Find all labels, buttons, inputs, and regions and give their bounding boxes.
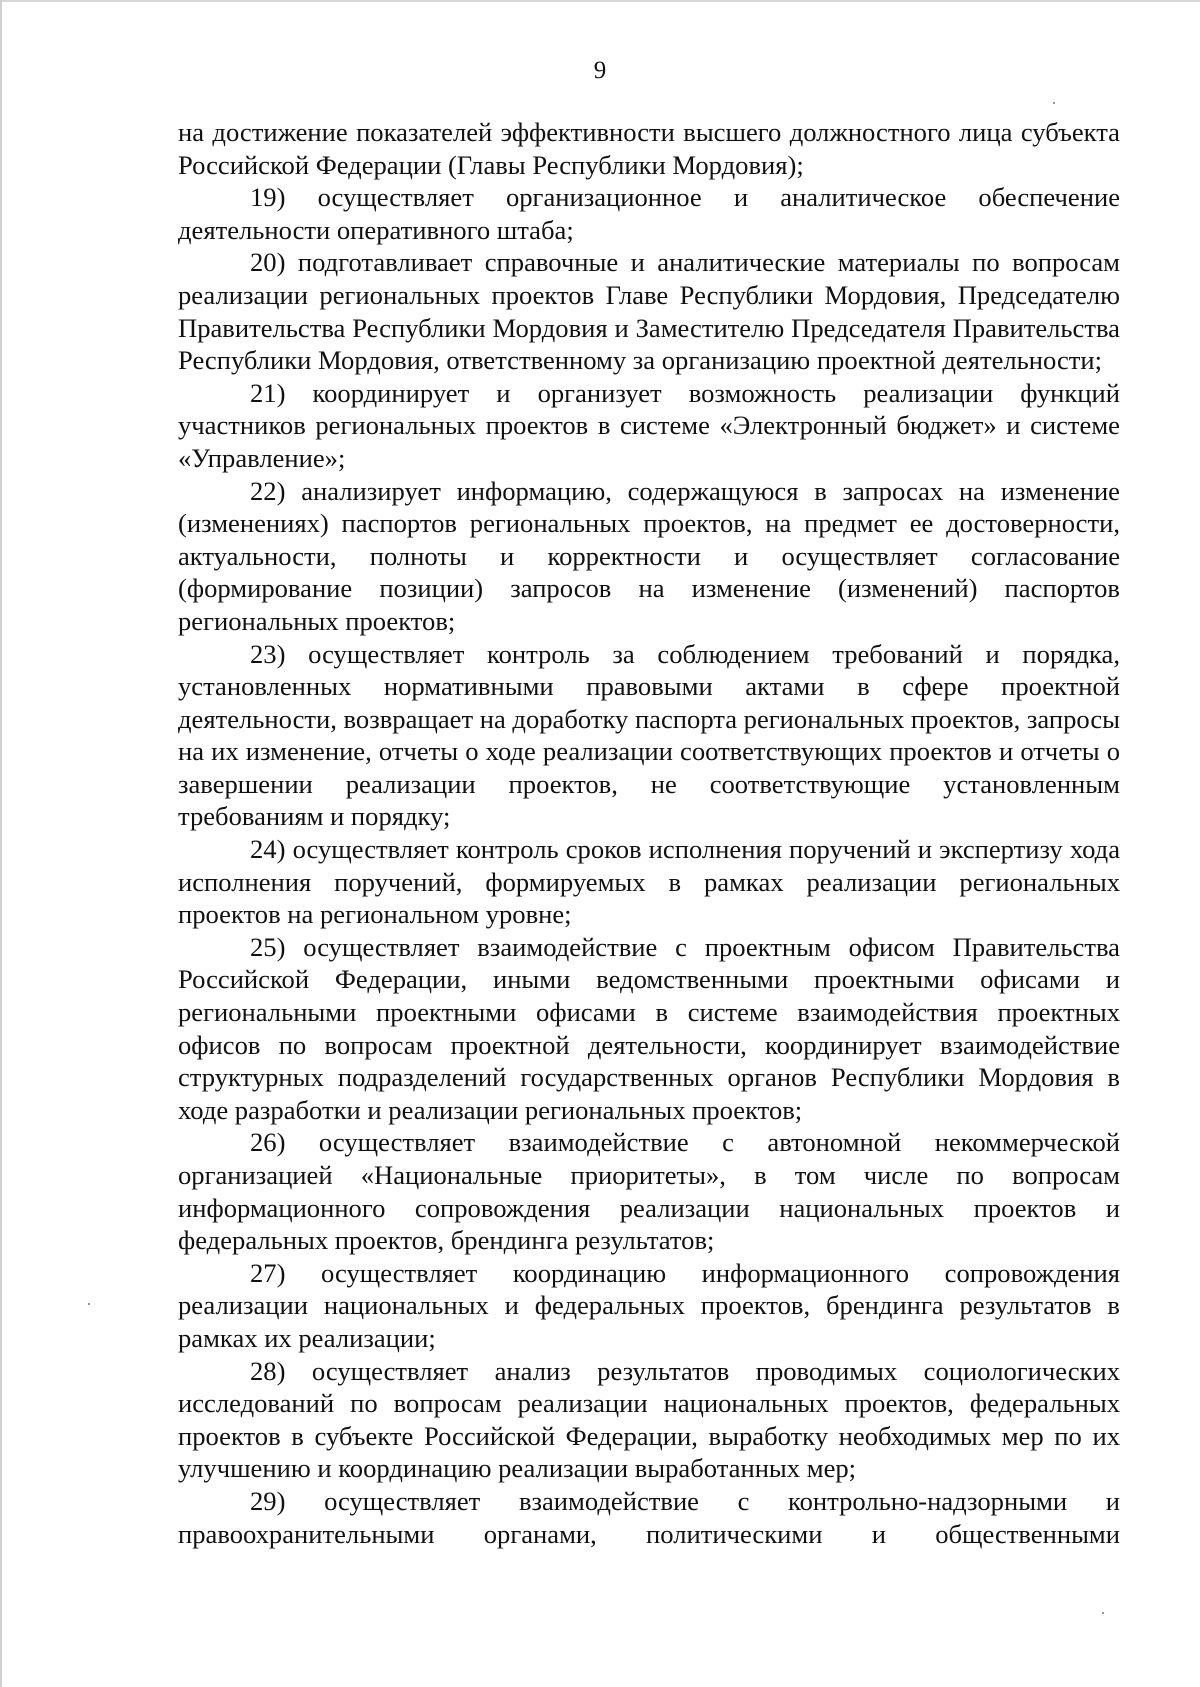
paragraph-item-25: 25) осуществляет взаимодействие с проектным офисом Правительства Российской Федерации, иными ведомственными проектными офисами и региональными проектными офисами в системе взаимодействия проектных офисов по вопросам проектной деятельности, координирует взаимодействие структурных подразделений государственных органов Республики Мордовия в ходе разработки и реализации региональных проектов; [178,931,1120,1125]
paragraph-item-28: 28) осуществляет анализ результатов проводимых социологических исследований по вопросам реализации национальных проектов, федеральных проектов в субъекте Российской Федерации, выработку необходимых мер по их улучшению и координацию реализации выработанных мер; [178,1355,1120,1484]
paragraph-item-24: 24) осуществляет контроль сроков исполнения поручений и экспертизу хода исполнения поручений, формируемых в рамках реализации региональных проектов на региональном уровне; [178,834,1120,930]
paragraph-item-29: 29) осуществляет взаимодействие с контрольно-надзорными и правоохранительными органами, политическими и общественными [178,1485,1120,1549]
paragraph-item-26: 26) осуществляет взаимодействие с автономной некоммерческой организацией «Национальные приоритеты», в том числе по вопросам информационного сопровождения реализации национальных проектов и федеральных проектов, брендинга результатов; [178,1127,1120,1256]
paragraph-item-23: 23) осуществляет контроль за соблюдением требований и порядка, установленных нормативными правовыми актами в сфере проектной деятельности, возвращает на доработку паспорта региональных проектов, запросы на их изменение, отчеты о ходе реализации соответствующих проектов и отчеты о завершении реализации проектов, не соответствующие установленным требованиям и порядку; [178,638,1120,832]
scan-speck [88,1303,90,1305]
scan-edge-left [0,0,2,1687]
document-body [178,116,1120,1550]
scan-speck [1053,102,1055,104]
paragraph-item-19: 19) осуществляет организационное и аналитическое обеспечение деятельности оперативного штаба; [178,182,1120,245]
scan-speck [1102,1612,1104,1614]
paragraph-item-20: 20) подготавливает справочные и аналитические материалы по вопросам реализации региональных проектов Главе Республики Мордовия, Председателю Правительства Республики Мордовия и Заместителю Председателя Правительства Республики Мордовия, ответственному за организацию проектной деятельности; [178,247,1120,376]
paragraph-item-27: 27) осуществляет координацию информационного сопровождения реализации национальных и федеральных проектов, брендинга результатов в рамках их реализации; [178,1257,1120,1353]
paragraph-continuation: на достижение показателей эффективности высшего должностного лица субъекта Российской Федерации (Главы Республики Мордовия); [178,117,1120,180]
paragraph-item-22: 22) анализирует информацию, содержащуюся в запросах на изменение (изменениях) паспортов региональных проектов, на предмет ее достоверности, актуальности, полноты и корректности и осуществляет согласование (формирование позиции) запросов на изменение (изменений) паспортов региональных проектов; [178,475,1120,636]
paragraph-item-21: 21) координирует и организует возможность реализации функций участников региональных проектов в системе «Электронный бюджет» и системе «Управление»; [178,377,1120,473]
page-number: 9 [593,57,607,84]
scan-edge-top [0,0,1200,2]
